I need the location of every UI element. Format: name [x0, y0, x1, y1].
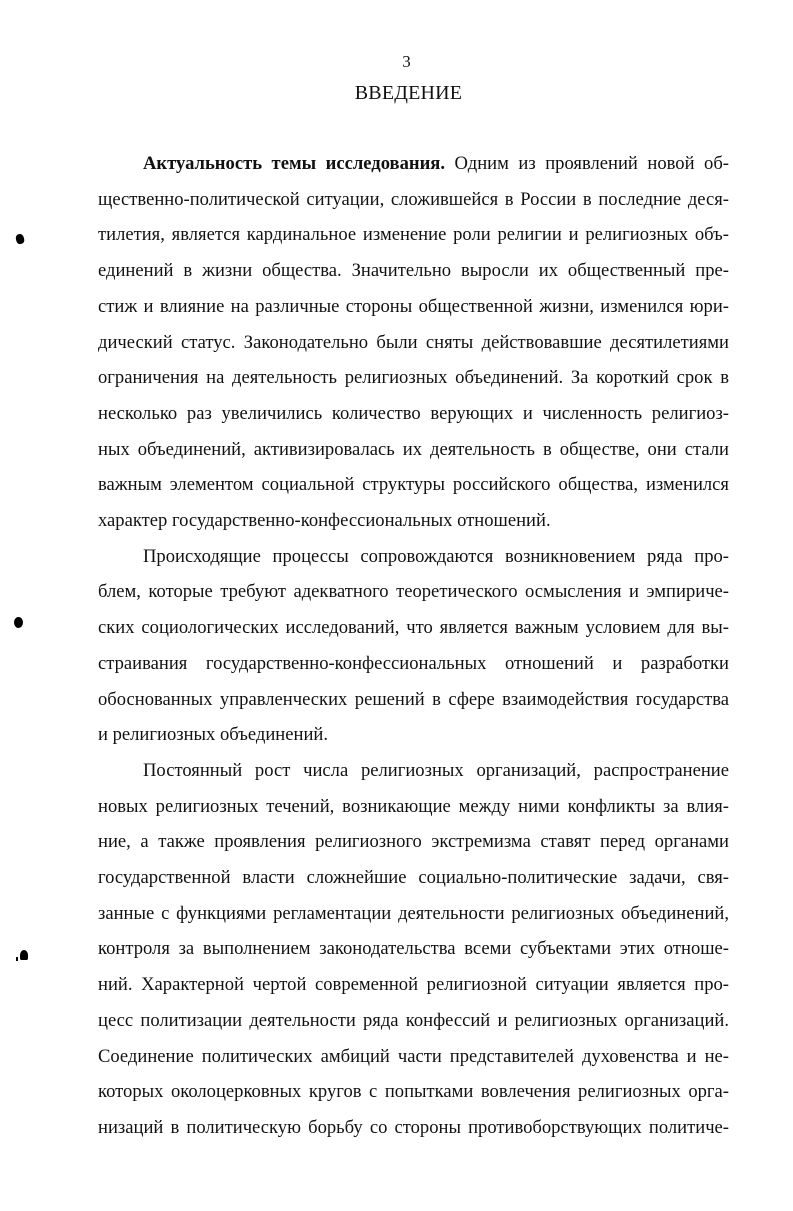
text-line: ние, а также проявления религиозного экстремизма ставят перед органами	[98, 831, 729, 853]
binder-hole-mark-middle	[14, 617, 23, 628]
text-line: важным элементом социальной структуры российского общества, изменился	[98, 474, 729, 496]
text-line: характер государственно-конфессиональных отношений.	[98, 510, 551, 532]
text-line: стиж и влияние на различные стороны общественной жизни, изменился юри-	[98, 295, 729, 317]
text-line: контроля за выполнением законодательства всеми субъектами этих отноше-	[98, 938, 729, 960]
text-line: Постоянный рост числа религиозных организаций, распространение	[143, 759, 729, 781]
paragraph-growth	[98, 753, 729, 1146]
text-line: Соединение политических амбиций части представителей духовенства и не-	[98, 1045, 729, 1067]
text-line: несколько раз увеличились количество верующих и численность религиоз-	[98, 402, 729, 424]
document-body	[98, 146, 729, 1146]
text-line: ских социологических исследований, что является важным условием для вы-	[98, 617, 729, 639]
text-line: единений в жизни общества. Значительно выросли их общественный пре-	[98, 260, 729, 282]
page-number: 3	[402, 52, 411, 71]
text-fragment: Одним из проявлений новой об-	[445, 153, 729, 174]
section-title: ВВЕДЕНИЕ	[354, 82, 463, 104]
text-line: которых околоцерковных кругов с попытками вовлечения религиозных орга-	[98, 1081, 729, 1103]
text-line: блем, которые требуют адекватного теоретического осмысления и эмпириче-	[98, 581, 729, 603]
text-line: цесс политизации деятельности ряда конфессий и религиозных организаций.	[98, 1009, 729, 1031]
binder-hole-mark-bottom-tick	[16, 957, 18, 961]
relevance-heading: Актуальность темы исследования.	[143, 153, 446, 174]
text-line: Происходящие процессы сопровождаются возникновением ряда про-	[143, 545, 729, 567]
text-line: ний. Характерной чертой современной религиозной ситуации является про-	[98, 974, 729, 996]
text-line: государственной власти сложнейшие социально-политические задачи, свя-	[98, 867, 729, 889]
text-line: ограничения на деятельность религиозных объединений. За короткий срок в	[98, 367, 729, 389]
text-line: низаций в политическую борьбу со стороны противоборствующих политиче-	[98, 1116, 729, 1138]
text-line: щественно-политической ситуации, сложившейся в России в последние деся-	[98, 188, 729, 210]
text-line: новых религиозных течений, возникающие между ними конфликты за влия-	[98, 795, 729, 817]
text-line: занные с функциями регламентации деятельности религиозных объединений,	[98, 902, 729, 924]
text-line: тилетия, является кардинальное изменение роли религии и религиозных объ-	[98, 224, 729, 246]
binder-hole-mark-top	[15, 233, 25, 245]
paragraph-problems	[98, 539, 729, 753]
text-line: дический статус. Законодательно были сняты действовавшие десятилетиями	[98, 331, 729, 353]
text-line: страивания государственно-конфессиональных отношений и разработки	[98, 652, 729, 674]
binder-hole-mark-bottom	[20, 950, 28, 960]
text-line: и религиозных объединений.	[98, 724, 329, 746]
paragraph-relevance	[98, 146, 729, 539]
text-line: обоснованных управленческих решений в сфере взаимодействия государства	[98, 688, 729, 710]
text-line	[98, 146, 729, 182]
text-line: ных объединений, активизировалась их деятельность в обществе, они стали	[98, 438, 729, 460]
